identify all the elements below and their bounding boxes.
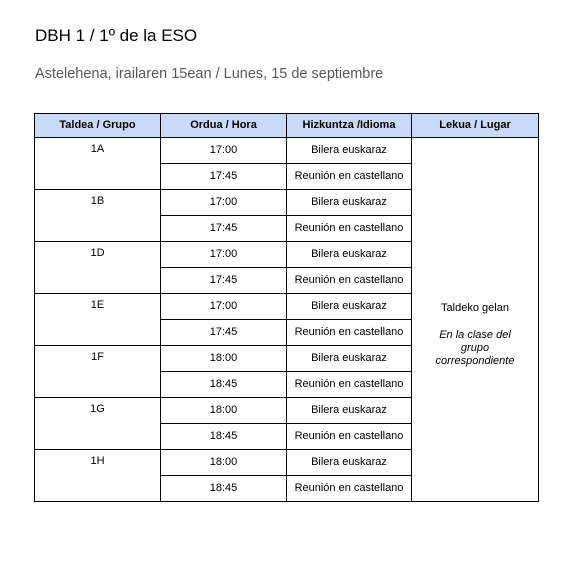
group-cell: 1D	[35, 242, 161, 294]
language-cell: Bilera euskaraz	[287, 398, 412, 424]
schedule-body	[35, 138, 539, 502]
group-cell: 1B	[35, 190, 161, 242]
header-place: Lekua / Lugar	[412, 114, 539, 138]
language-cell: Reunión en castellano	[287, 320, 412, 346]
time-cell: 17:45	[161, 216, 287, 242]
language-cell: Bilera euskaraz	[287, 346, 412, 372]
time-cell: 18:00	[161, 398, 287, 424]
language-cell: Bilera euskaraz	[287, 450, 412, 476]
time-cell: 18:00	[161, 450, 287, 476]
language-cell: Bilera euskaraz	[287, 190, 412, 216]
table-row	[35, 138, 539, 164]
time-cell: 17:45	[161, 268, 287, 294]
document-subtitle: Astelehena, irailaren 15ean / Lunes, 15 de septiembre	[35, 66, 384, 82]
language-cell: Reunión en castellano	[287, 216, 412, 242]
language-cell: Reunión en castellano	[287, 372, 412, 398]
header-group: Taldea / Grupo	[35, 114, 161, 138]
group-cell: 1A	[35, 138, 161, 190]
time-cell: 17:00	[161, 294, 287, 320]
place-spanish: En la clase del grupo correspondiente	[435, 328, 515, 367]
group-cell: 1H	[35, 450, 161, 502]
document-title: DBH 1 / 1º de la ESO	[35, 26, 198, 45]
group-cell: 1E	[35, 294, 161, 346]
language-cell: Bilera euskaraz	[287, 138, 412, 164]
header-language: Hizkuntza /Idioma	[287, 114, 412, 138]
time-cell: 17:45	[161, 320, 287, 346]
time-cell: 17:00	[161, 190, 287, 216]
language-cell: Reunión en castellano	[287, 268, 412, 294]
schedule-table	[34, 113, 539, 502]
place-basque: Taldeko gelan	[441, 301, 509, 314]
time-cell: 17:00	[161, 242, 287, 268]
language-cell: Bilera euskaraz	[287, 294, 412, 320]
time-cell: 18:45	[161, 372, 287, 398]
time-cell: 18:00	[161, 346, 287, 372]
table-header-row	[35, 114, 539, 138]
header-time: Ordua / Hora	[161, 114, 287, 138]
language-cell: Reunión en castellano	[287, 164, 412, 190]
time-cell: 18:45	[161, 424, 287, 450]
language-cell: Reunión en castellano	[287, 476, 412, 502]
place-cell	[412, 138, 539, 502]
group-cell: 1G	[35, 398, 161, 450]
language-cell: Bilera euskaraz	[287, 242, 412, 268]
time-cell: 17:45	[161, 164, 287, 190]
language-cell: Reunión en castellano	[287, 424, 412, 450]
time-cell: 17:00	[161, 138, 287, 164]
time-cell: 18:45	[161, 476, 287, 502]
group-cell: 1F	[35, 346, 161, 398]
